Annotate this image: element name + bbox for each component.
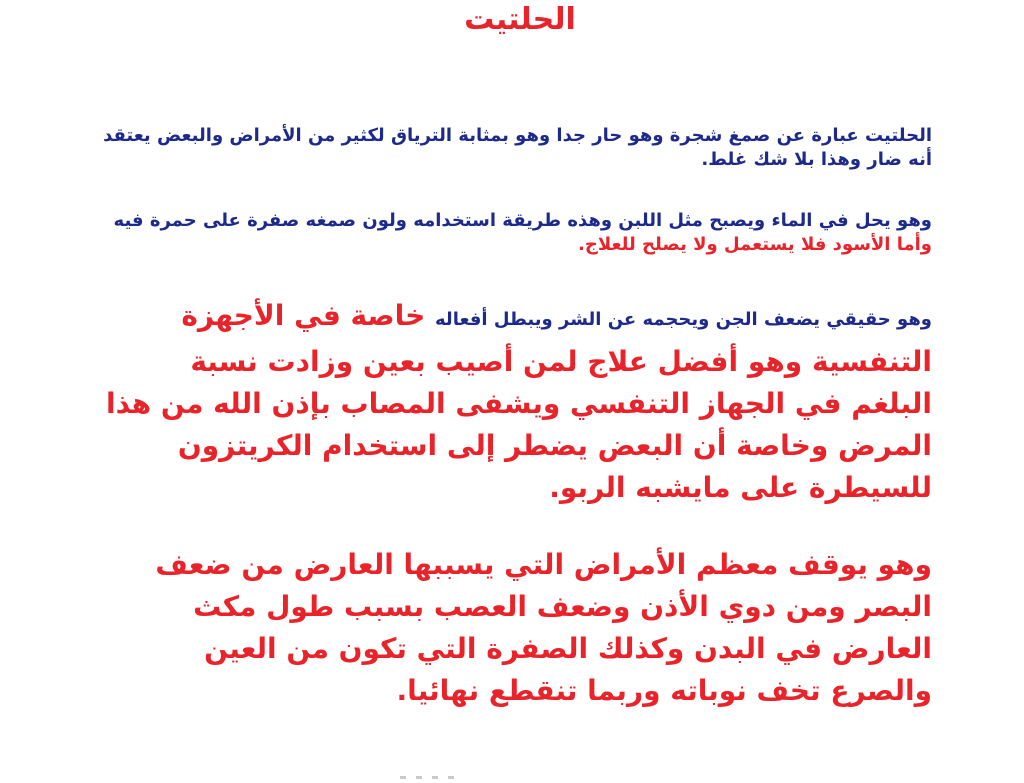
paragraph-intro: الحلتيت عبارة عن صمغ شجرة وهو حار جدا وهو بمثابة الترياق لكثير من الأمراض والبعض يعتقد أنه ضار وهذا بلا شك غلط. (103, 125, 932, 170)
paragraph-benefits-blue-text: وهو حقيقي يضعف الجن ويحجمه عن الشر ويبطل أفعاله (435, 309, 932, 330)
paragraph-usage-red-text: وأما الأسود فلا يستعمل ولا يصلح للعلاج. (578, 234, 932, 255)
paragraph-usage-blue-text: وهو يحل في الماء ويصبح مثل اللبن وهذه طريقة استخدامه ولون صمغه صفرة على حمرة فيه (113, 210, 932, 231)
paragraph-benefits (102, 295, 932, 509)
paragraph-benefits-red-text: خاصة في الأجهزة التنفسية وهو أفضل علاج لمن أصيب بعين وزادت نسبة البلغم في الجهاز التنفسي ويشفى المصاب بإذن الله من هذا المرض وخاصة أن البعض يضطر إلى استخدام الكريتزون للسيطرة على مايشبه الربو. (105, 299, 932, 504)
footer-cutoff-marks (400, 764, 480, 768)
paragraph-usage (102, 209, 932, 257)
paragraph-diseases: وهو يوقف معظم الأمراض التي يسببها العارض من ضعف البصر ومن دوي الأذن وضعف العصب بسبب طول مكث العارض في البدن وكذلك الصفرة التي تكون من العين والصرع تخف نوباته وربما تنقطع نهائيا. (155, 548, 932, 707)
page-title: الحلتيت (464, 2, 576, 37)
